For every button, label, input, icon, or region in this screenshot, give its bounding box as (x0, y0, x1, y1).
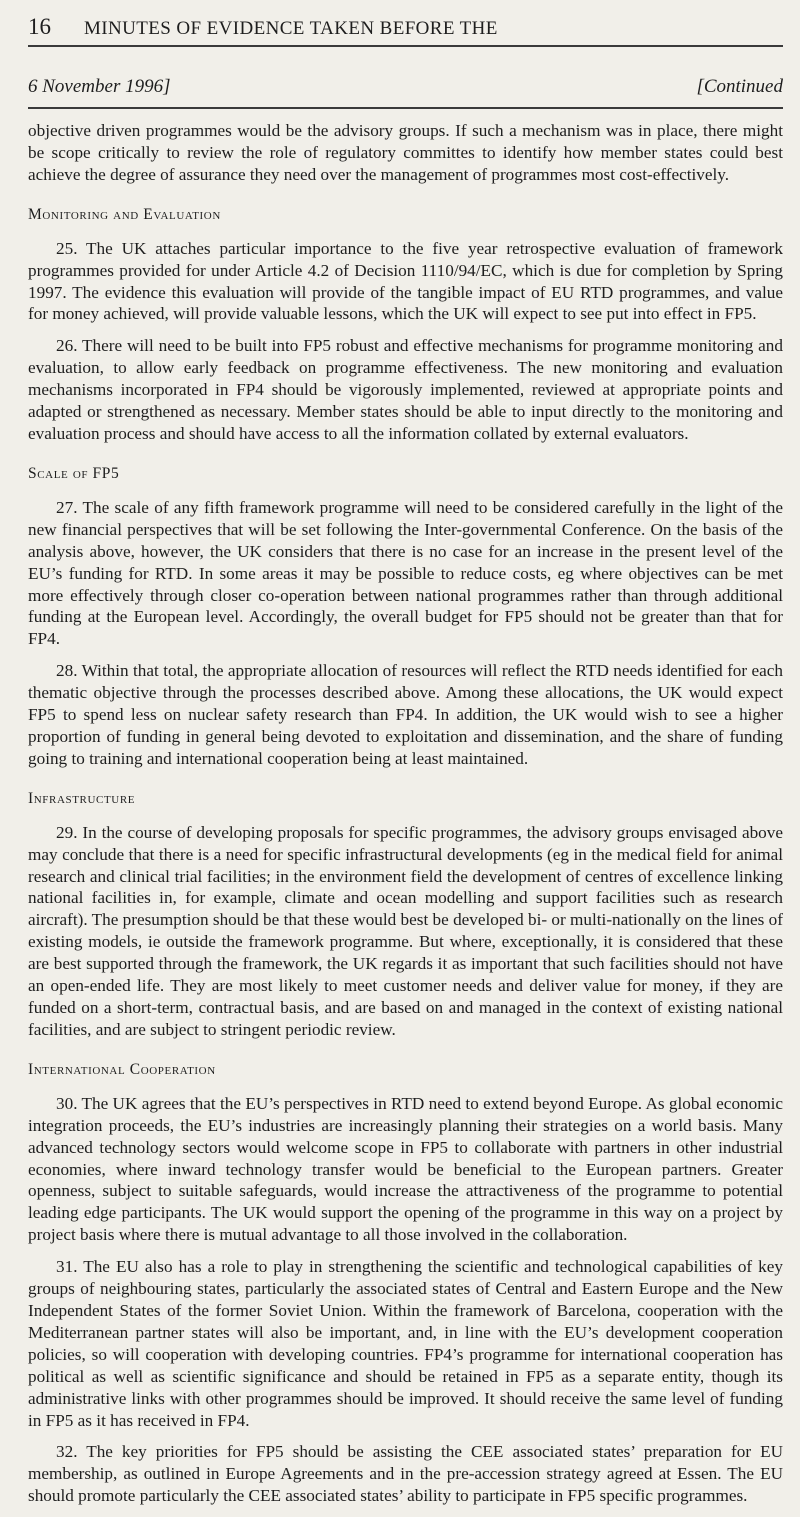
header-rule (28, 45, 783, 47)
paragraph-30: 30. The UK agrees that the EU’s perspectives in RTD need to extend beyond Europe. As global economic integration proceeds, the EU’s industries are increasingly planning their strategies on a world basis. Many advanced technology sectors would welcome scope in FP5 to collaborate with partners in other industrial economies, where inward technology transfer would be beneficial to the European partners. Greater openness, subject to suitable safeguards, would increase the attractiveness of the programme to potential leading edge participants. The UK would support the opening of the programme in this way on a project by project basis where there is mutual advantage to all those involved in the collaboration. (28, 1093, 783, 1245)
paragraph-26: 26. There will need to be built into FP5 robust and effective mechanisms for programme monitoring and evaluation, to allow early feedback on programme effectiveness. The new monitoring and evaluation mechanisms incorporated in FP4 should be vigorously implemented, reviewed at appropriate points and adapted or strengthened as necessary. Member states should be able to input directly to the monitoring and evaluation process and should have access to all the information collated by external evaluators. (28, 336, 783, 443)
section-heading-scale: Scale of FP5 (28, 464, 120, 482)
section-heading-international: International Cooperation (28, 1060, 216, 1078)
body-text (28, 120, 783, 1517)
section-heading-monitoring: Monitoring and Evaluation (28, 205, 221, 223)
dateline (28, 76, 783, 98)
running-head: MINUTES OF EVIDENCE TAKEN BEFORE THE (84, 18, 498, 39)
dateline-rule (28, 107, 783, 109)
paragraph-25: 25. The UK attaches particular importance to the five year retrospective evaluation of framework programmes provided for under Article 4.2 of Decision 1110/94/EC, which is due for completion by Spring 1997. The evidence this evaluation will provide of the tangible impact of EU RTD programmes, and value for money achieved, will provide valuable lessons, which the UK will expect to see put into effect in FP5. (28, 238, 783, 324)
section-heading-infrastructure: Infrastructure (28, 789, 136, 807)
page-header (28, 14, 783, 40)
page-number: 16 (28, 14, 51, 39)
continued-label: [Continued (696, 76, 783, 97)
paragraph-28: 28. Within that total, the appropriate allocation of resources will reflect the RTD needs identified for each thematic objective through the processes described above. Among these allocations, the UK would expect FP5 to spend less on nuclear safety research than FP4. In addition, the UK would wish to see a higher proportion of funding in general being devoted to exploitation and dissemination, and the share of funding going to training and international cooperation being at least maintained. (28, 661, 783, 768)
intro-paragraph: objective driven programmes would be the advisory groups. If such a mechanism was in place, there might be scope critically to review the role of regulatory committes to identify how member states could best achieve the degree of assurance they need over the management of programmes most cost-effectively. (28, 121, 783, 184)
paragraph-32: 32. The key priorities for FP5 should be assisting the CEE associated states’ preparation for EU membership, as outlined in Europe Agreements and in the pre-accession strategy agreed at Essen. The EU should promote particularly the CEE associated states’ ability to participate in FP5 specific programmes. (28, 1442, 783, 1506)
paragraph-27: 27. The scale of any fifth framework programme will need to be considered carefully in the light of the new financial perspectives that will be set following the Inter-governmental Conference. On the basis of the analysis above, however, the UK considers that there is no case for an increase in the present level of the EU’s funding for RTD. In some areas it may be possible to reduce costs, eg where objectives can be met more effectively through closer co-operation between national programmes rather than through additional funding at the European level. Accordingly, the overall budget for FP5 should not be greater than that for FP4. (28, 497, 783, 649)
session-date: 6 November 1996] (28, 76, 171, 97)
paragraph-31: 31. The EU also has a role to play in strengthening the scientific and technological capabilities of key groups of neighbouring states, particularly the associated states of Central and Eastern Europe and the New Independent States of the former Soviet Union. Within the framework of Barcelona, cooperation with the Mediterranean partner states will also be important, and, in line with the EU’s development cooperation policies, so will cooperation with developing countries. FP4’s programme for international cooperation has political as well as scientific significance and should be retained in FP5 as a separate entity, though its administrative links with other programmes should be improved. It should receive the same level of funding in FP5 as it has received in FP4. (28, 1257, 783, 1430)
paragraph-29: 29. In the course of developing proposals for specific programmes, the advisory groups envisaged above may conclude that there is a need for specific infrastructural developments (eg in the medical field for animal research and clinical trial facilities; in the environment field the development of centres of excellence linking national facilities in, for example, climate and ocean modelling and support facilities such as research aircraft). The presumption should be that these would best be developed bi- or multi-nationally on the lines of existing models, ie outside the framework programme. But where, exceptionally, it is considered that these are best supported through the framework, the UK regards it as important that such facilities should not have an open-ended life. They are most likely to meet customer needs and deliver value for money, if they are funded on a short-term, contractual basis, and are based on and managed in the context of existing national facilities, and are subject to stringent periodic review. (28, 822, 783, 1039)
